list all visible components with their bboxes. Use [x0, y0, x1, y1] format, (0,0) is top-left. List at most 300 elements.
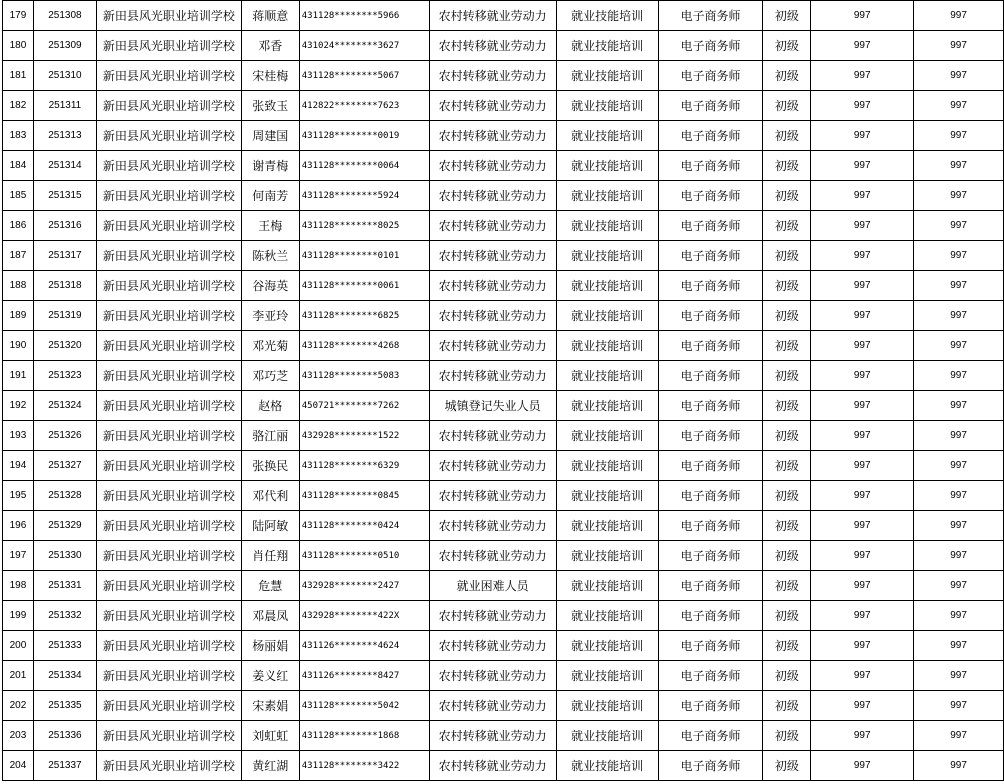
- subsidy-amount-cell: 997: [914, 481, 1004, 511]
- name-cell: 危慧: [241, 571, 299, 601]
- subsidy-standard-cell: 997: [811, 361, 914, 391]
- id-number-cell: 431128********0424: [299, 511, 429, 541]
- school-cell: 新田县风光职业培训学校: [96, 361, 241, 391]
- name-cell: 陈秋兰: [241, 241, 299, 271]
- category-cell: 农村转移就业劳动力: [429, 451, 556, 481]
- training-type-cell: 就业技能培训: [556, 151, 658, 181]
- id-number-cell: 432928********422X: [299, 601, 429, 631]
- name-cell: 邓巧芝: [241, 361, 299, 391]
- category-cell: 农村转移就业劳动力: [429, 541, 556, 571]
- id-number-cell: 432928********2427: [299, 571, 429, 601]
- id-number-cell: 431128********5042: [299, 691, 429, 721]
- school-cell: 新田县风光职业培训学校: [96, 661, 241, 691]
- name-cell: 宋桂梅: [241, 61, 299, 91]
- trainee-code-cell: 251333: [33, 631, 96, 661]
- table-body: [3, 1, 1004, 781]
- school-cell: 新田县风光职业培训学校: [96, 271, 241, 301]
- category-cell: 农村转移就业劳动力: [429, 211, 556, 241]
- training-type-cell: 就业技能培训: [556, 511, 658, 541]
- level-cell: 初级: [763, 601, 811, 631]
- level-cell: 初级: [763, 31, 811, 61]
- table-row: [3, 361, 1004, 391]
- level-cell: 初级: [763, 61, 811, 91]
- subsidy-amount-cell: 997: [914, 601, 1004, 631]
- id-number-cell: 431128********0061: [299, 271, 429, 301]
- id-number-cell: 431128********5083: [299, 361, 429, 391]
- row-number-cell: 186: [3, 211, 34, 241]
- school-cell: 新田县风光职业培训学校: [96, 631, 241, 661]
- category-cell: 农村转移就业劳动力: [429, 271, 556, 301]
- trainee-code-cell: 251316: [33, 211, 96, 241]
- occupation-cell: 电子商务师: [658, 721, 763, 751]
- trainee-code-cell: 251328: [33, 481, 96, 511]
- row-number-cell: 184: [3, 151, 34, 181]
- subsidy-amount-cell: 997: [914, 721, 1004, 751]
- subsidy-amount-cell: 997: [914, 121, 1004, 151]
- level-cell: 初级: [763, 241, 811, 271]
- row-number-cell: 197: [3, 541, 34, 571]
- id-number-cell: 431128********8025: [299, 211, 429, 241]
- trainee-code-cell: 251331: [33, 571, 96, 601]
- table-row: [3, 121, 1004, 151]
- id-number-cell: 431126********8427: [299, 661, 429, 691]
- trainee-code-cell: 251324: [33, 391, 96, 421]
- id-number-cell: 431128********6825: [299, 301, 429, 331]
- category-cell: 农村转移就业劳动力: [429, 751, 556, 781]
- subsidy-standard-cell: 997: [811, 1, 914, 31]
- table-row: [3, 451, 1004, 481]
- name-cell: 陆阿敏: [241, 511, 299, 541]
- subsidy-amount-cell: 997: [914, 751, 1004, 781]
- row-number-cell: 195: [3, 481, 34, 511]
- school-cell: 新田县风光职业培训学校: [96, 511, 241, 541]
- row-number-cell: 203: [3, 721, 34, 751]
- level-cell: 初级: [763, 451, 811, 481]
- subsidy-standard-cell: 997: [811, 421, 914, 451]
- subsidy-amount-cell: 997: [914, 151, 1004, 181]
- subsidy-standard-cell: 997: [811, 751, 914, 781]
- name-cell: 李亚玲: [241, 301, 299, 331]
- subsidy-amount-cell: 997: [914, 511, 1004, 541]
- table-row: [3, 751, 1004, 781]
- subsidy-amount-cell: 997: [914, 361, 1004, 391]
- row-number-cell: 179: [3, 1, 34, 31]
- trainee-code-cell: 251327: [33, 451, 96, 481]
- subsidy-amount-cell: 997: [914, 631, 1004, 661]
- name-cell: 黄红湖: [241, 751, 299, 781]
- trainee-code-cell: 251310: [33, 61, 96, 91]
- row-number-cell: 185: [3, 181, 34, 211]
- id-number-cell: 431128********3422: [299, 751, 429, 781]
- trainee-code-cell: 251323: [33, 361, 96, 391]
- school-cell: 新田县风光职业培训学校: [96, 151, 241, 181]
- level-cell: 初级: [763, 121, 811, 151]
- occupation-cell: 电子商务师: [658, 1, 763, 31]
- school-cell: 新田县风光职业培训学校: [96, 181, 241, 211]
- category-cell: 农村转移就业劳动力: [429, 481, 556, 511]
- category-cell: 农村转移就业劳动力: [429, 691, 556, 721]
- occupation-cell: 电子商务师: [658, 451, 763, 481]
- table-row: [3, 421, 1004, 451]
- table-row: [3, 721, 1004, 751]
- category-cell: 城镇登记失业人员: [429, 391, 556, 421]
- row-number-cell: 183: [3, 121, 34, 151]
- training-type-cell: 就业技能培训: [556, 241, 658, 271]
- id-number-cell: 431024********3627: [299, 31, 429, 61]
- subsidy-standard-cell: 997: [811, 121, 914, 151]
- occupation-cell: 电子商务师: [658, 241, 763, 271]
- subsidy-amount-cell: 997: [914, 61, 1004, 91]
- training-type-cell: 就业技能培训: [556, 451, 658, 481]
- category-cell: 农村转移就业劳动力: [429, 151, 556, 181]
- training-type-cell: 就业技能培训: [556, 361, 658, 391]
- level-cell: 初级: [763, 661, 811, 691]
- occupation-cell: 电子商务师: [658, 151, 763, 181]
- subsidy-amount-cell: 997: [914, 331, 1004, 361]
- subsidy-amount-cell: 997: [914, 31, 1004, 61]
- name-cell: 邓晨凤: [241, 601, 299, 631]
- occupation-cell: 电子商务师: [658, 181, 763, 211]
- name-cell: 邓光菊: [241, 331, 299, 361]
- name-cell: 骆江丽: [241, 421, 299, 451]
- training-type-cell: 就业技能培训: [556, 331, 658, 361]
- category-cell: 农村转移就业劳动力: [429, 91, 556, 121]
- subsidy-standard-cell: 997: [811, 61, 914, 91]
- table-row: [3, 511, 1004, 541]
- table-row: [3, 271, 1004, 301]
- training-type-cell: 就业技能培训: [556, 391, 658, 421]
- trainee-code-cell: 251314: [33, 151, 96, 181]
- occupation-cell: 电子商务师: [658, 391, 763, 421]
- name-cell: 谷海英: [241, 271, 299, 301]
- id-number-cell: 432928********1522: [299, 421, 429, 451]
- row-number-cell: 187: [3, 241, 34, 271]
- subsidy-standard-cell: 997: [811, 91, 914, 121]
- occupation-cell: 电子商务师: [658, 121, 763, 151]
- row-number-cell: 192: [3, 391, 34, 421]
- subsidy-standard-cell: 997: [811, 271, 914, 301]
- level-cell: 初级: [763, 331, 811, 361]
- school-cell: 新田县风光职业培训学校: [96, 91, 241, 121]
- id-number-cell: 412822********7623: [299, 91, 429, 121]
- name-cell: 张致玉: [241, 91, 299, 121]
- training-type-cell: 就业技能培训: [556, 601, 658, 631]
- category-cell: 农村转移就业劳动力: [429, 181, 556, 211]
- trainee-code-cell: 251337: [33, 751, 96, 781]
- subsidy-amount-cell: 997: [914, 391, 1004, 421]
- id-number-cell: 431128********6329: [299, 451, 429, 481]
- occupation-cell: 电子商务师: [658, 661, 763, 691]
- level-cell: 初级: [763, 151, 811, 181]
- id-number-cell: 431128********5924: [299, 181, 429, 211]
- id-number-cell: 431128********0845: [299, 481, 429, 511]
- training-type-cell: 就业技能培训: [556, 481, 658, 511]
- table-row: [3, 691, 1004, 721]
- id-number-cell: 431126********4624: [299, 631, 429, 661]
- table-row: [3, 211, 1004, 241]
- category-cell: 农村转移就业劳动力: [429, 421, 556, 451]
- subsidy-standard-cell: 997: [811, 511, 914, 541]
- occupation-cell: 电子商务师: [658, 91, 763, 121]
- level-cell: 初级: [763, 421, 811, 451]
- trainee-code-cell: 251313: [33, 121, 96, 151]
- subsidy-standard-cell: 997: [811, 691, 914, 721]
- training-type-cell: 就业技能培训: [556, 91, 658, 121]
- name-cell: 王梅: [241, 211, 299, 241]
- training-type-cell: 就业技能培训: [556, 1, 658, 31]
- row-number-cell: 188: [3, 271, 34, 301]
- id-number-cell: 431128********1868: [299, 721, 429, 751]
- table-row: [3, 91, 1004, 121]
- category-cell: 农村转移就业劳动力: [429, 61, 556, 91]
- level-cell: 初级: [763, 511, 811, 541]
- occupation-cell: 电子商务师: [658, 631, 763, 661]
- id-number-cell: 431128********5966: [299, 1, 429, 31]
- level-cell: 初级: [763, 541, 811, 571]
- training-type-cell: 就业技能培训: [556, 271, 658, 301]
- subsidy-amount-cell: 997: [914, 661, 1004, 691]
- subsidy-standard-cell: 997: [811, 451, 914, 481]
- training-type-cell: 就业技能培训: [556, 751, 658, 781]
- table-row: [3, 481, 1004, 511]
- subsidy-standard-cell: 997: [811, 571, 914, 601]
- row-number-cell: 193: [3, 421, 34, 451]
- name-cell: 宋素娟: [241, 691, 299, 721]
- training-type-cell: 就业技能培训: [556, 631, 658, 661]
- table-row: [3, 391, 1004, 421]
- school-cell: 新田县风光职业培训学校: [96, 241, 241, 271]
- subsidy-standard-cell: 997: [811, 31, 914, 61]
- name-cell: 刘虹虹: [241, 721, 299, 751]
- category-cell: 就业困难人员: [429, 571, 556, 601]
- level-cell: 初级: [763, 91, 811, 121]
- row-number-cell: 199: [3, 601, 34, 631]
- occupation-cell: 电子商务师: [658, 571, 763, 601]
- level-cell: 初级: [763, 691, 811, 721]
- subsidy-amount-cell: 997: [914, 211, 1004, 241]
- category-cell: 农村转移就业劳动力: [429, 601, 556, 631]
- category-cell: 农村转移就业劳动力: [429, 721, 556, 751]
- level-cell: 初级: [763, 571, 811, 601]
- category-cell: 农村转移就业劳动力: [429, 301, 556, 331]
- subsidy-standard-cell: 997: [811, 211, 914, 241]
- level-cell: 初级: [763, 301, 811, 331]
- level-cell: 初级: [763, 481, 811, 511]
- school-cell: 新田县风光职业培训学校: [96, 541, 241, 571]
- occupation-cell: 电子商务师: [658, 691, 763, 721]
- table-row: [3, 181, 1004, 211]
- category-cell: 农村转移就业劳动力: [429, 331, 556, 361]
- subsidy-amount-cell: 997: [914, 571, 1004, 601]
- school-cell: 新田县风光职业培训学校: [96, 691, 241, 721]
- school-cell: 新田县风光职业培训学校: [96, 391, 241, 421]
- school-cell: 新田县风光职业培训学校: [96, 481, 241, 511]
- row-number-cell: 202: [3, 691, 34, 721]
- school-cell: 新田县风光职业培训学校: [96, 301, 241, 331]
- occupation-cell: 电子商务师: [658, 301, 763, 331]
- row-number-cell: 180: [3, 31, 34, 61]
- name-cell: 谢青梅: [241, 151, 299, 181]
- subsidy-amount-cell: 997: [914, 301, 1004, 331]
- trainee-code-cell: 251315: [33, 181, 96, 211]
- row-number-cell: 190: [3, 331, 34, 361]
- row-number-cell: 200: [3, 631, 34, 661]
- training-type-cell: 就业技能培训: [556, 571, 658, 601]
- row-number-cell: 204: [3, 751, 34, 781]
- name-cell: 蒋顺意: [241, 1, 299, 31]
- school-cell: 新田县风光职业培训学校: [96, 211, 241, 241]
- trainee-code-cell: 251319: [33, 301, 96, 331]
- school-cell: 新田县风光职业培训学校: [96, 61, 241, 91]
- row-number-cell: 201: [3, 661, 34, 691]
- level-cell: 初级: [763, 1, 811, 31]
- training-type-cell: 就业技能培训: [556, 121, 658, 151]
- training-subsidy-table: [2, 0, 1004, 781]
- subsidy-standard-cell: 997: [811, 481, 914, 511]
- category-cell: 农村转移就业劳动力: [429, 661, 556, 691]
- name-cell: 姜义红: [241, 661, 299, 691]
- training-type-cell: 就业技能培训: [556, 61, 658, 91]
- id-number-cell: 431128********0064: [299, 151, 429, 181]
- school-cell: 新田县风光职业培训学校: [96, 721, 241, 751]
- subsidy-amount-cell: 997: [914, 691, 1004, 721]
- trainee-code-cell: 251335: [33, 691, 96, 721]
- table-row: [3, 31, 1004, 61]
- name-cell: 何南芳: [241, 181, 299, 211]
- subsidy-standard-cell: 997: [811, 241, 914, 271]
- subsidy-standard-cell: 997: [811, 301, 914, 331]
- occupation-cell: 电子商务师: [658, 211, 763, 241]
- category-cell: 农村转移就业劳动力: [429, 511, 556, 541]
- occupation-cell: 电子商务师: [658, 511, 763, 541]
- trainee-code-cell: 251309: [33, 31, 96, 61]
- table-row: [3, 571, 1004, 601]
- id-number-cell: 431128********5067: [299, 61, 429, 91]
- subsidy-amount-cell: 997: [914, 421, 1004, 451]
- level-cell: 初级: [763, 271, 811, 301]
- table-row: [3, 631, 1004, 661]
- subsidy-standard-cell: 997: [811, 601, 914, 631]
- row-number-cell: 194: [3, 451, 34, 481]
- training-type-cell: 就业技能培训: [556, 31, 658, 61]
- category-cell: 农村转移就业劳动力: [429, 361, 556, 391]
- category-cell: 农村转移就业劳动力: [429, 1, 556, 31]
- name-cell: 张换民: [241, 451, 299, 481]
- trainee-code-cell: 251318: [33, 271, 96, 301]
- row-number-cell: 198: [3, 571, 34, 601]
- trainee-code-cell: 251320: [33, 331, 96, 361]
- category-cell: 农村转移就业劳动力: [429, 241, 556, 271]
- subsidy-amount-cell: 997: [914, 181, 1004, 211]
- school-cell: 新田县风光职业培训学校: [96, 121, 241, 151]
- id-number-cell: 450721********7262: [299, 391, 429, 421]
- subsidy-standard-cell: 997: [811, 391, 914, 421]
- subsidy-amount-cell: 997: [914, 1, 1004, 31]
- training-type-cell: 就业技能培训: [556, 721, 658, 751]
- table-row: [3, 151, 1004, 181]
- training-type-cell: 就业技能培训: [556, 421, 658, 451]
- row-number-cell: 191: [3, 361, 34, 391]
- school-cell: 新田县风光职业培训学校: [96, 421, 241, 451]
- table-row: [3, 541, 1004, 571]
- row-number-cell: 181: [3, 61, 34, 91]
- level-cell: 初级: [763, 391, 811, 421]
- occupation-cell: 电子商务师: [658, 271, 763, 301]
- occupation-cell: 电子商务师: [658, 31, 763, 61]
- table-row: [3, 601, 1004, 631]
- occupation-cell: 电子商务师: [658, 601, 763, 631]
- name-cell: 周建国: [241, 121, 299, 151]
- school-cell: 新田县风光职业培训学校: [96, 31, 241, 61]
- table-row: [3, 301, 1004, 331]
- trainee-code-cell: 251317: [33, 241, 96, 271]
- subsidy-standard-cell: 997: [811, 631, 914, 661]
- table-row: [3, 61, 1004, 91]
- school-cell: 新田县风光职业培训学校: [96, 1, 241, 31]
- occupation-cell: 电子商务师: [658, 331, 763, 361]
- subsidy-standard-cell: 997: [811, 151, 914, 181]
- subsidy-amount-cell: 997: [914, 241, 1004, 271]
- level-cell: 初级: [763, 751, 811, 781]
- table-row: [3, 331, 1004, 361]
- name-cell: 赵格: [241, 391, 299, 421]
- school-cell: 新田县风光职业培训学校: [96, 751, 241, 781]
- occupation-cell: 电子商务师: [658, 481, 763, 511]
- row-number-cell: 196: [3, 511, 34, 541]
- row-number-cell: 182: [3, 91, 34, 121]
- subsidy-amount-cell: 997: [914, 271, 1004, 301]
- subsidy-standard-cell: 997: [811, 331, 914, 361]
- training-type-cell: 就业技能培训: [556, 661, 658, 691]
- subsidy-standard-cell: 997: [811, 721, 914, 751]
- trainee-code-cell: 251326: [33, 421, 96, 451]
- table-row: [3, 661, 1004, 691]
- id-number-cell: 431128********0101: [299, 241, 429, 271]
- occupation-cell: 电子商务师: [658, 751, 763, 781]
- name-cell: 肖任翔: [241, 541, 299, 571]
- school-cell: 新田县风光职业培训学校: [96, 451, 241, 481]
- occupation-cell: 电子商务师: [658, 361, 763, 391]
- trainee-code-cell: 251332: [33, 601, 96, 631]
- name-cell: 杨丽娟: [241, 631, 299, 661]
- category-cell: 农村转移就业劳动力: [429, 31, 556, 61]
- school-cell: 新田县风光职业培训学校: [96, 601, 241, 631]
- name-cell: 邓香: [241, 31, 299, 61]
- trainee-code-cell: 251330: [33, 541, 96, 571]
- subsidy-standard-cell: 997: [811, 661, 914, 691]
- table-row: [3, 1, 1004, 31]
- subsidy-standard-cell: 997: [811, 541, 914, 571]
- training-type-cell: 就业技能培训: [556, 211, 658, 241]
- training-type-cell: 就业技能培训: [556, 181, 658, 211]
- level-cell: 初级: [763, 181, 811, 211]
- occupation-cell: 电子商务师: [658, 61, 763, 91]
- trainee-code-cell: 251329: [33, 511, 96, 541]
- subsidy-amount-cell: 997: [914, 541, 1004, 571]
- occupation-cell: 电子商务师: [658, 421, 763, 451]
- subsidy-amount-cell: 997: [914, 451, 1004, 481]
- level-cell: 初级: [763, 211, 811, 241]
- training-type-cell: 就业技能培训: [556, 691, 658, 721]
- id-number-cell: 431128********0510: [299, 541, 429, 571]
- school-cell: 新田县风光职业培训学校: [96, 331, 241, 361]
- trainee-code-cell: 251334: [33, 661, 96, 691]
- trainee-code-cell: 251311: [33, 91, 96, 121]
- name-cell: 邓代利: [241, 481, 299, 511]
- row-number-cell: 189: [3, 301, 34, 331]
- subsidy-standard-cell: 997: [811, 181, 914, 211]
- occupation-cell: 电子商务师: [658, 541, 763, 571]
